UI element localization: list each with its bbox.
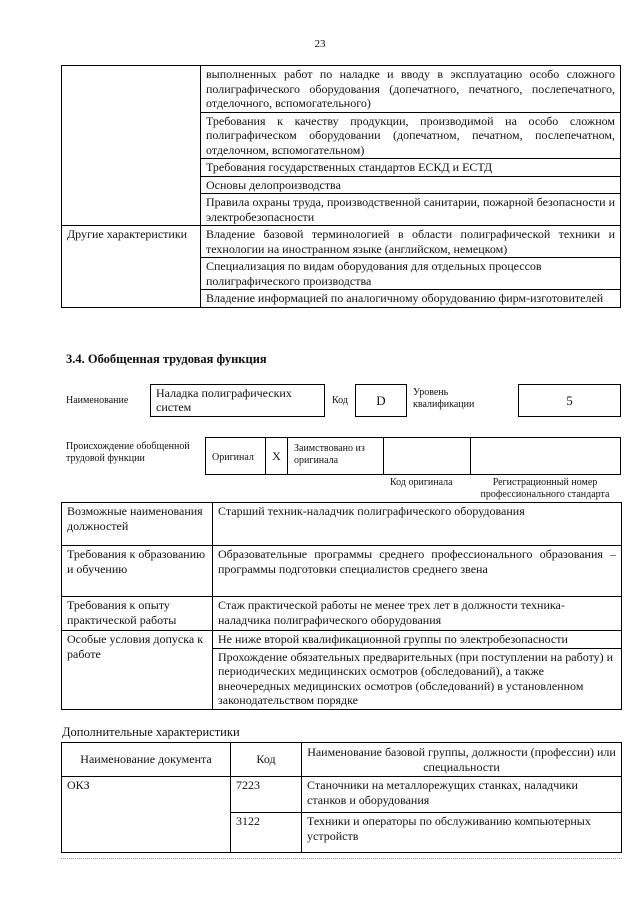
code-value: D	[355, 384, 407, 417]
origin-label: Происхождение обобщенной трудовой функции	[66, 441, 190, 464]
row-label: Возможные наименования должностей	[62, 503, 213, 546]
reg-number-label: Регистрационный номер профессионального стандарта	[480, 477, 610, 500]
okz-code: 3122	[231, 813, 302, 853]
borrowed-label: Заимствовано из оригинала	[294, 443, 365, 466]
okz-name: Станочники на металлорежущих станках, наладчики станков и оборудования	[302, 777, 622, 813]
section-title: 3.4. Обобщенная трудовая функция	[66, 352, 267, 366]
other-item: Владение информацией по аналогичному оборудованию фирм-изготовителей	[201, 290, 621, 308]
knowledge-item: Требования государственных стандартов ЕСКД и ЕСТД	[201, 159, 621, 177]
empty-label-cell	[62, 66, 201, 226]
code-original-box	[383, 437, 471, 475]
row-label: Особые условия допуска к работе	[62, 631, 213, 710]
level-label: Уровень квалификации	[413, 387, 475, 410]
original-label: Оригинал	[212, 452, 254, 463]
name-value: Наладка полиграфических систем	[150, 384, 325, 417]
row-value: Стаж практической работы не менее трех лет в должности техника-наладчика полиграфического оборудования	[213, 597, 622, 631]
code-label: Код	[332, 395, 348, 406]
code-original-label: Код оригинала	[390, 477, 453, 488]
okz-name: Техники и операторы по обслуживанию компьютерных устройств	[302, 813, 622, 853]
row-label: Требования к образованию и обучению	[62, 546, 213, 597]
knowledge-item: выполненных работ по наладке и вводу в эксплуатацию особо сложного полиграфического оборудования (допечатного, печатного, послепечатного, отделочного, вспомогательного)	[201, 66, 621, 113]
other-item: Специализация по видам оборудования для отдельных процессов полиграфического производства	[201, 258, 621, 290]
header-doc: Наименование документа	[62, 743, 231, 777]
level-value: 5	[518, 384, 621, 417]
header-name: Наименование базовой группы, должности (профессии) или специальности	[302, 743, 622, 777]
other-characteristics-label: Другие характеристики	[62, 226, 201, 308]
additional-title: Дополнительные характеристики	[62, 725, 240, 739]
header-code: Код	[231, 743, 302, 777]
footer-divider	[61, 858, 622, 859]
additional-table	[61, 742, 622, 853]
okz-code: 7223	[231, 777, 302, 813]
original-mark: X	[265, 437, 288, 475]
row-label: Требования к опыту практической работы	[62, 597, 213, 631]
row-value: Старший техник-наладчик полиграфического оборудования	[213, 503, 622, 546]
knowledge-item: Правила охраны труда, производственной санитарии, пожарной безопасности и электробезопасности	[201, 194, 621, 226]
name-label: Наименование	[66, 395, 129, 406]
row-value: Образовательные программы среднего профессионального образования – программы подготовки специалистов среднего звена	[213, 546, 622, 597]
row-value: Прохождение обязательных предварительных (при поступлении на работу) и периодических медицинских осмотров (обследований), а также внеочередных медицинских осмотров (обследований) в установленном законодательством порядке	[213, 648, 622, 709]
row-value: Не ниже второй квалификационной группы по электробезопасности	[213, 631, 622, 649]
knowledge-item: Требования к качеству продукции, производимой на особо сложном полиграфическом оборудовании (допечатном, печатном, послепечатном, отделочном, вспомогательном)	[201, 112, 621, 159]
knowledge-item: Основы делопроизводства	[201, 176, 621, 194]
requirements-table	[61, 502, 622, 710]
page-number: 23	[314, 38, 326, 50]
other-item: Владение базовой терминологией в области полиграфической техники и технологии на иностранном языке (английском, немецком)	[201, 226, 621, 258]
knowledge-table	[61, 65, 621, 308]
doc-name: ОКЗ	[62, 777, 231, 853]
